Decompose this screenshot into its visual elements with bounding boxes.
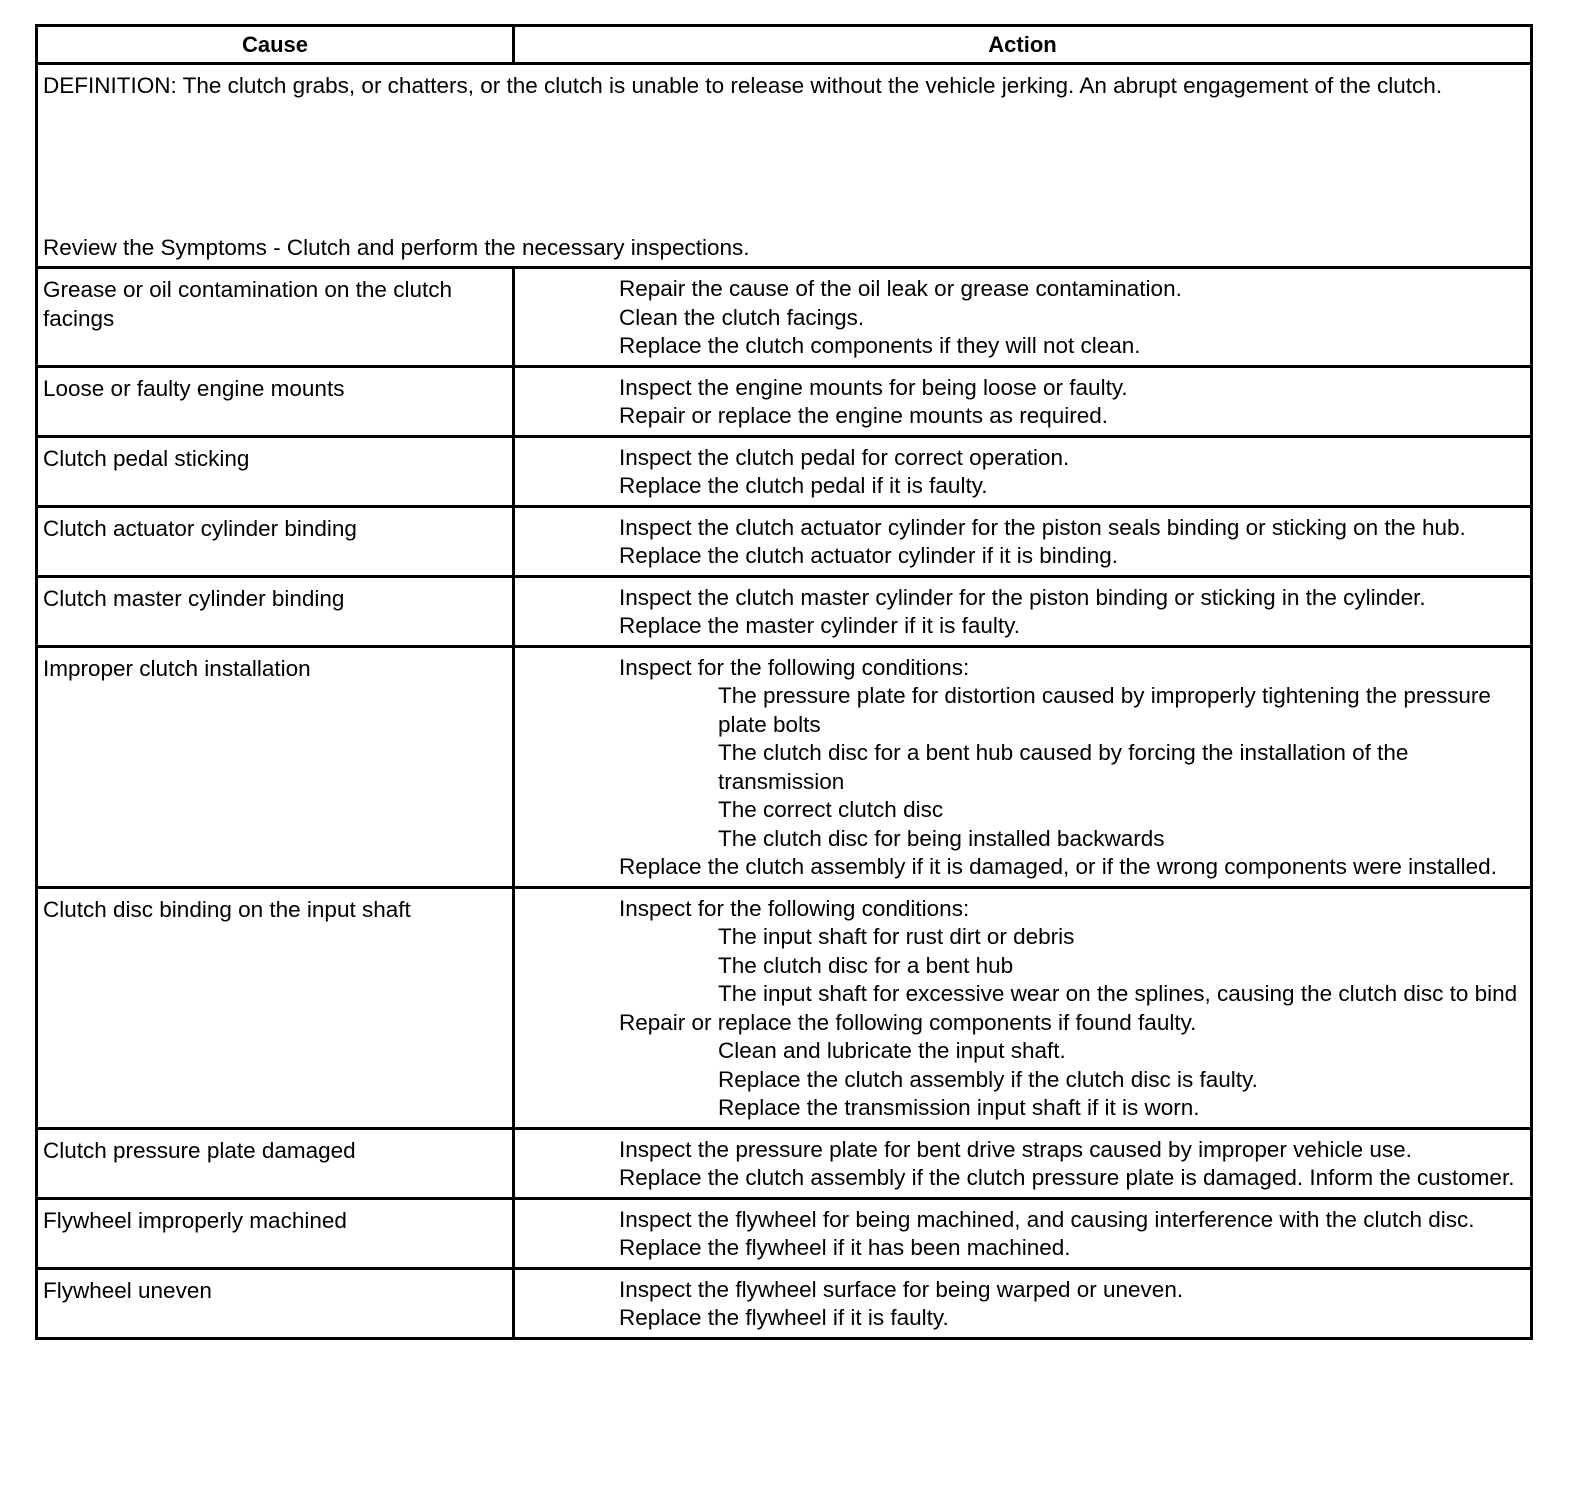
action-cell xyxy=(515,578,1530,645)
table-row xyxy=(38,578,1530,648)
action-line: Replace the clutch assembly if the clutch pressure plate is damaged. Inform the customer. xyxy=(619,1165,1515,1190)
table-header xyxy=(38,27,1530,65)
action-subitem: Replace the transmission input shaft if it is worn. xyxy=(718,1095,1200,1120)
action-subitem: Replace the clutch assembly if the clutch disc is faulty. xyxy=(718,1066,1258,1092)
table-row xyxy=(38,648,1530,889)
action-line: Replace the clutch components if they will not clean. xyxy=(619,333,1141,358)
action-line: Inspect the pressure plate for bent drive straps caused by improper vehicle use. xyxy=(619,1136,1412,1162)
action-line: Inspect the engine mounts for being loose or faulty. xyxy=(619,374,1128,400)
cause-cell: Flywheel uneven xyxy=(38,1270,515,1337)
cause-cell: Flywheel improperly machined xyxy=(38,1200,515,1267)
action-subitem: The correct clutch disc xyxy=(718,797,944,822)
action-subitem: The clutch disc for a bent hub xyxy=(718,952,1014,978)
table-row xyxy=(38,368,1530,438)
action-line: Repair or replace the following components if found faulty. xyxy=(619,1009,1197,1035)
action-line: Replace the flywheel if it is faulty. xyxy=(619,1305,949,1330)
action-cell xyxy=(515,1130,1530,1197)
action-line: Replace the clutch assembly if it is damaged, or if the wrong components were installed. xyxy=(619,854,1497,879)
table-row xyxy=(38,889,1530,1130)
table-row xyxy=(38,508,1530,578)
table-body xyxy=(38,269,1530,1337)
action-subitem: The input shaft for excessive wear on the splines, causing the clutch disc to bind xyxy=(718,981,1518,1006)
action-line: Replace the clutch pedal if it is faulty. xyxy=(619,473,988,498)
action-subitem: The clutch disc for a bent hub caused by forcing the installation of the transmission xyxy=(718,740,1409,794)
table-row xyxy=(38,1200,1530,1270)
action-line: Replace the clutch actuator cylinder if it is binding. xyxy=(619,543,1119,568)
action-line: Inspect the flywheel surface for being warped or uneven. xyxy=(619,1276,1184,1302)
action-cell xyxy=(515,1200,1530,1267)
action-cell xyxy=(515,368,1530,435)
table-row xyxy=(38,438,1530,508)
table-row xyxy=(38,1130,1530,1200)
action-subitem: The clutch disc for being installed backwards xyxy=(718,825,1165,851)
diagnosis-table xyxy=(35,24,1533,1340)
cause-cell: Clutch master cylinder binding xyxy=(38,578,515,645)
table-row xyxy=(38,269,1530,368)
action-line: Inspect the flywheel for being machined, and causing interference with the clutch disc. xyxy=(619,1206,1475,1232)
action-line: Repair the cause of the oil leak or grease contamination. xyxy=(619,276,1182,301)
action-cell xyxy=(515,889,1530,1127)
action-line: Inspect for the following conditions: xyxy=(619,895,970,921)
cause-cell: Improper clutch installation xyxy=(38,648,515,886)
action-cell xyxy=(515,508,1530,575)
table-row xyxy=(38,1270,1530,1337)
action-subitem: The pressure plate for distortion caused by improperly tightening the pressure plate bolts xyxy=(718,683,1491,737)
cause-cell: Clutch pressure plate damaged xyxy=(38,1130,515,1197)
action-line: Replace the master cylinder if it is faulty. xyxy=(619,613,1020,638)
cause-cell: Loose or faulty engine mounts xyxy=(38,368,515,435)
action-line: Inspect the clutch pedal for correct operation. xyxy=(619,444,1070,470)
action-cell xyxy=(515,1270,1530,1337)
action-cell xyxy=(515,438,1530,505)
cause-cell: Grease or oil contamination on the clutch facings xyxy=(38,269,515,365)
definition-text: DEFINITION: The clutch grabs, or chatters, or the clutch is unable to release without the vehicle jerking. An abrupt engagement of the clutch. xyxy=(43,73,1443,98)
action-column-header: Action xyxy=(988,32,1057,57)
cause-column-header: Cause xyxy=(38,27,515,62)
action-subitem: The input shaft for rust dirt or debris xyxy=(718,924,1075,949)
action-line: Inspect the clutch master cylinder for the piston binding or sticking in the cylinder. xyxy=(619,584,1426,610)
action-cell xyxy=(515,269,1530,365)
action-line: Clean the clutch facings. xyxy=(619,304,865,330)
action-line: Replace the flywheel if it has been machined. xyxy=(619,1235,1071,1260)
action-line: Repair or replace the engine mounts as required. xyxy=(619,403,1109,428)
action-line: Inspect for the following conditions: xyxy=(619,654,970,680)
cause-cell: Clutch actuator cylinder binding xyxy=(38,508,515,575)
action-subitem: Clean and lubricate the input shaft. xyxy=(718,1038,1066,1063)
cause-cell: Clutch pedal sticking xyxy=(38,438,515,505)
cause-cell: Clutch disc binding on the input shaft xyxy=(38,889,515,1127)
action-line: Inspect the clutch actuator cylinder for the piston seals binding or sticking on the hub. xyxy=(619,514,1466,540)
action-cell xyxy=(515,648,1530,886)
definition-row xyxy=(38,65,1530,269)
review-symptoms-text: Review the Symptoms - Clutch and perform the necessary inspections. xyxy=(43,235,750,260)
